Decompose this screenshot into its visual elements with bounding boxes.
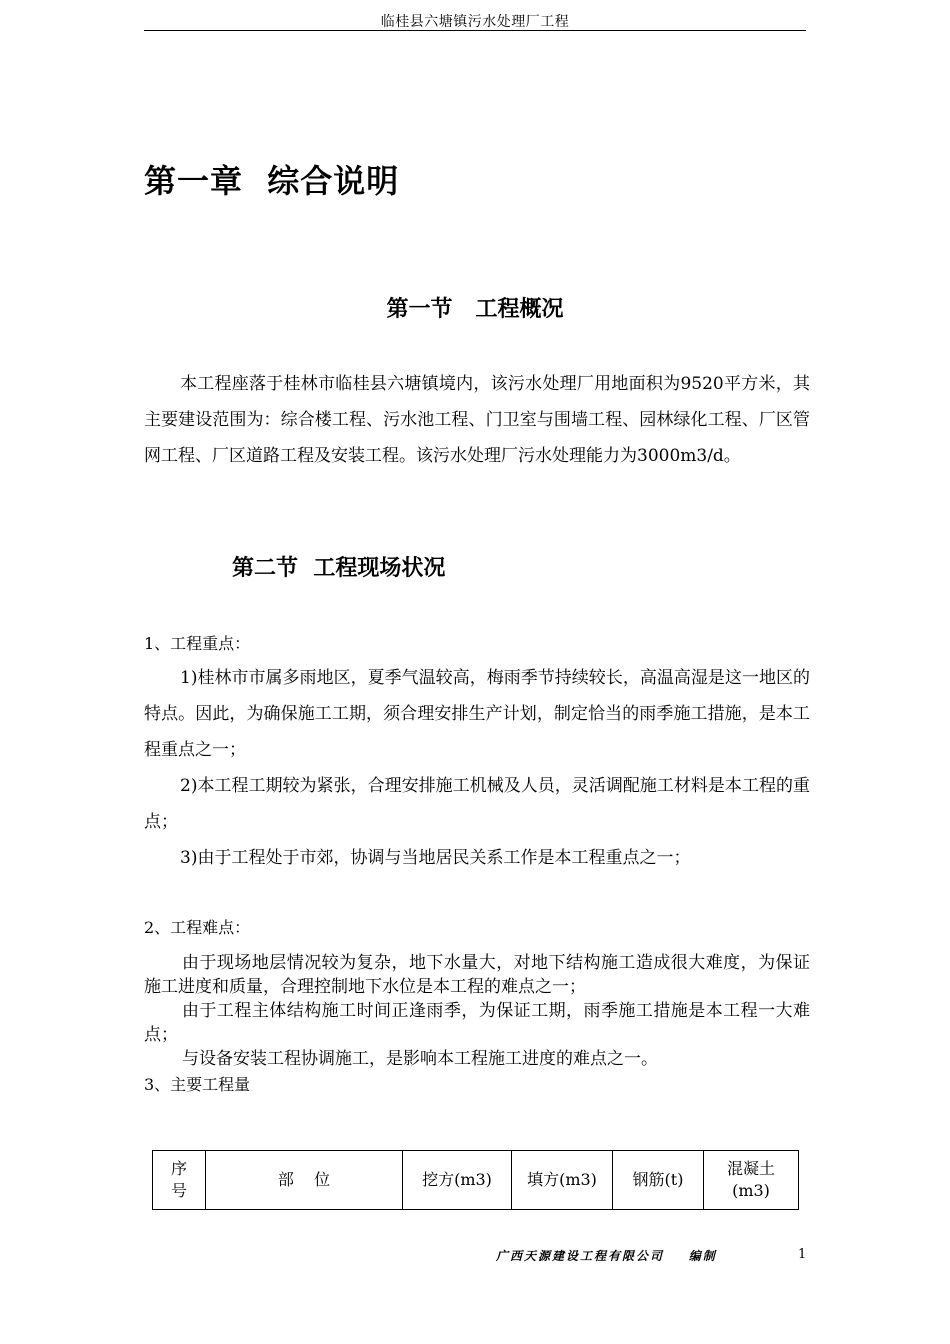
section-title-site-conditions: 第二节 工程现场状况: [232, 556, 446, 581]
difficulty-item-3: 与设备安装工程协调施工，是影响本工程施工进度的难点之一。: [182, 1049, 658, 1069]
key-point-item-2: 2)本工程工期较为紧张，合理安排施工机械及人员，灵活调配施工材料是本工程的重点；: [144, 776, 810, 832]
col-header-seq-line2: 号: [170, 1181, 187, 1200]
overview-paragraph: 本工程座落于桂林市临桂县六塘镇境内，该污水处理厂用地面积为9520平方米，其主要建设范围为：综合楼工程、污水池工程、门卫室与围墙工程、园林绿化工程、厂区管网工程、厂区道路工程及安装工程。该污水处理厂污水处理能力为3000m3/d。: [144, 374, 810, 466]
key-point-item-1: 1)桂林市市属多雨地区，夏季气温较高，梅雨季节持续较长，高温高湿是这一地区的特点。因此，为确保施工工期，须合理安排生产计划，制定恰当的雨季施工措施，是本工程重点之一；: [144, 668, 810, 760]
table-header-row: [153, 1151, 799, 1210]
quantities-heading: 3、主要工程量: [144, 1075, 251, 1094]
col-header-concrete-line1: 混凝土: [726, 1159, 775, 1178]
difficulty-item-1: 由于现场地层情况较为复杂，地下水量大，对地下结构施工造成很大难度，为保证施工进度和质量，合理控制地下水位是本工程的难点之一；: [144, 953, 810, 997]
section-title-overview: 第一节 工程概况: [386, 297, 564, 322]
col-header-part: 部 位: [206, 1151, 403, 1210]
difficulty-item-2: 由于工程主体结构施工时间正逢雨季，为保证工期，雨季施工措施是本工程一大难点；: [144, 1001, 810, 1045]
page-number: 1: [798, 1247, 807, 1262]
difficulties-heading: 2、工程难点：: [144, 918, 251, 937]
header-divider: [144, 30, 806, 31]
col-header-rebar: 钢筋(t): [613, 1151, 704, 1210]
col-header-concrete: [704, 1151, 799, 1210]
footer-company: 广西天源建设工程有限公司 编制: [496, 1249, 717, 1263]
quantities-table: [152, 1150, 799, 1210]
col-header-fill: 填方(m3): [512, 1151, 613, 1210]
col-header-concrete-line2: (m3): [732, 1181, 770, 1200]
col-header-seq: [153, 1151, 206, 1210]
key-point-item-3: 3)由于工程处于市郊，协调与当地居民关系工作是本工程重点之一；: [180, 848, 691, 868]
chapter-title: 第一章 综合说明: [144, 162, 400, 200]
col-header-excavation: 挖方(m3): [403, 1151, 512, 1210]
col-header-seq-line1: 序: [170, 1159, 187, 1178]
key-points-heading: 1、工程重点：: [144, 634, 251, 653]
running-header-title: 临桂县六塘镇污水处理厂工程: [380, 14, 570, 30]
